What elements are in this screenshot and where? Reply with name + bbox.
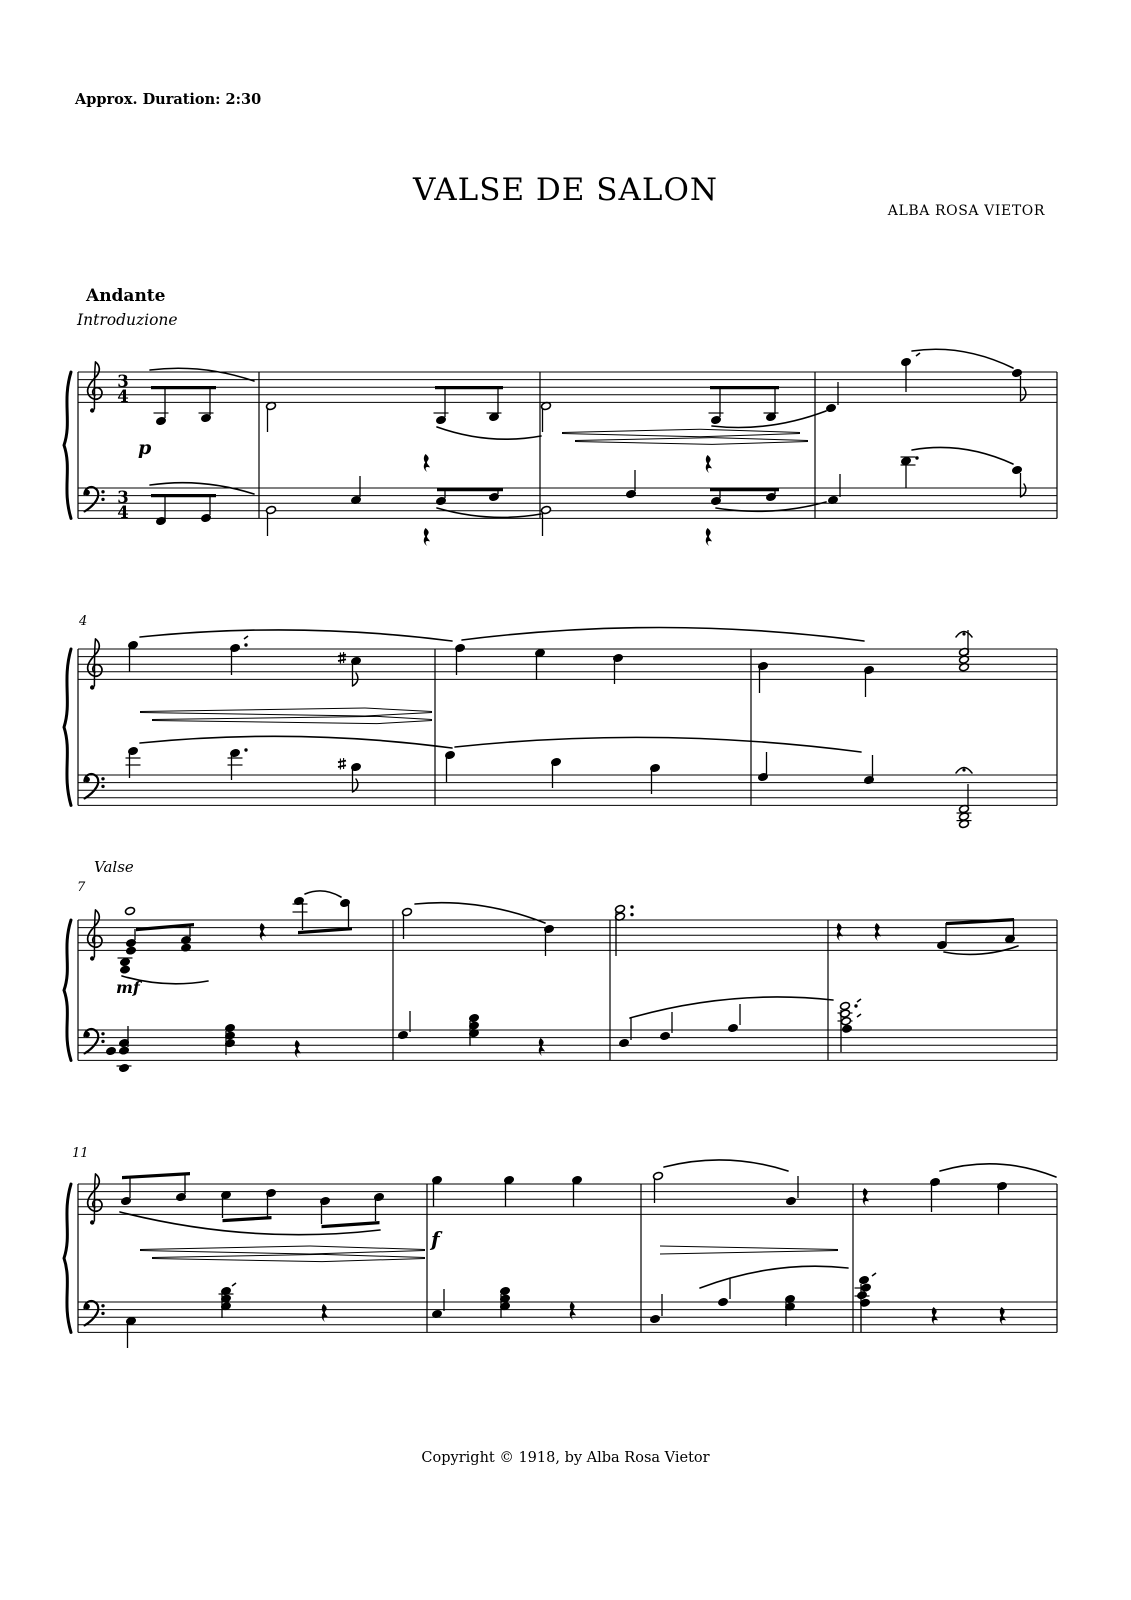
dynamic-marking-p: p [138, 437, 152, 459]
measure-number-11: 11 [72, 1146, 89, 1161]
svg-text:4: 4 [117, 387, 129, 406]
svg-text:4: 4 [117, 503, 129, 522]
svg-text:3: 3 [117, 371, 129, 391]
svg-text:3: 3 [117, 487, 129, 507]
section-label-introduzione: Introduzione [77, 311, 178, 329]
measure-number-4: 4 [79, 614, 88, 629]
dynamic-marking-f: f [431, 1227, 440, 1251]
composer-name: ALBA ROSA VIETOR [887, 203, 1045, 219]
dynamic-marking-mf: mf [116, 978, 140, 997]
copyright-notice: Copyright © 1918, by Alba Rosa Vietor [421, 1450, 710, 1466]
measure-number-7: 7 [77, 880, 86, 895]
section-label-valse: Valse [94, 858, 134, 876]
duration-label: Approx. Duration: 2:30 [75, 91, 262, 108]
piece-title: VALSE DE SALON [412, 172, 719, 208]
tempo-marking: Andante [86, 286, 166, 306]
